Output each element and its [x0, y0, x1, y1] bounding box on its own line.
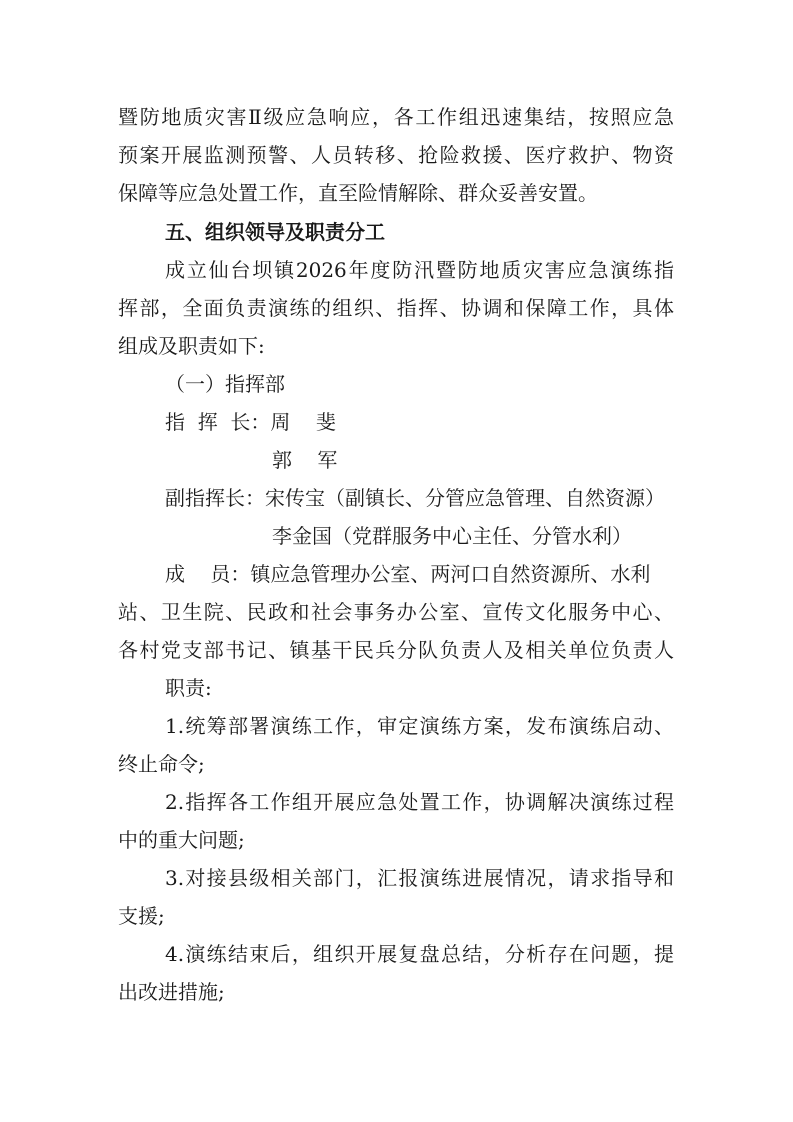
- duty-4-line-1: 4.演练结束后，组织开展复盘总结，分析存在问题，提: [165, 942, 674, 966]
- duty-1-line-2: 终止命令;: [118, 752, 205, 776]
- body-line-5: 成立仙台坝镇2026年度防汛暨防地质灾害应急演练指: [165, 258, 674, 282]
- duty-3-line-1: 3.对接县级相关部门，汇报演练进展情况，请求指导和: [165, 866, 674, 890]
- body-line-2: 预案开展监测预警、人员转移、抢险救援、医疗救护、物资: [118, 143, 674, 167]
- deputy-commander-line: 副指挥长：宋传宝（副镇长、分管应急管理、自然资源）: [165, 486, 665, 510]
- commander-line: 指 挥 长：周 斐: [165, 410, 336, 434]
- section-heading: 五、组织领导及职责分工: [165, 220, 385, 244]
- duty-3-line-2: 支援;: [118, 904, 165, 928]
- members-line-2: 站、卫生院、民政和社会事务办公室、宣传文化服务中心、: [118, 600, 674, 624]
- commander-line-2: 郭 军: [272, 448, 338, 472]
- members-line: 成 员：镇应急管理办公室、两河口自然资源所、水利: [165, 562, 651, 586]
- duty-2-line-1: 2.指挥各工作组开展应急处置工作，协调解决演练过程: [165, 790, 674, 814]
- duty-4-line-2: 出改进措施;: [118, 980, 225, 1004]
- duties-label: 职责:: [165, 676, 212, 700]
- body-line-7: 组成及职责如下:: [118, 334, 265, 358]
- body-line-1: 暨防地质灾害Ⅱ级应急响应，各工作组迅速集结，按照应急: [118, 105, 674, 129]
- body-line-6: 挥部，全面负责演练的组织、指挥、协调和保障工作，具体: [118, 296, 674, 320]
- deputy-commander-line-2: 李金国（党群服务中心主任、分管水利）: [272, 524, 632, 548]
- body-line-3: 保障等应急处置工作，直至险情解除、群众妥善安置。: [118, 181, 598, 205]
- duty-2-line-2: 中的重大问题;: [118, 828, 245, 852]
- subsection-heading: （一）指挥部: [165, 372, 285, 396]
- duty-1-line-1: 1.统筹部署演练工作，审定演练方案，发布演练启动、: [165, 714, 674, 738]
- members-line-3: 各村党支部书记、镇基干民兵分队负责人及相关单位负责人: [118, 638, 674, 662]
